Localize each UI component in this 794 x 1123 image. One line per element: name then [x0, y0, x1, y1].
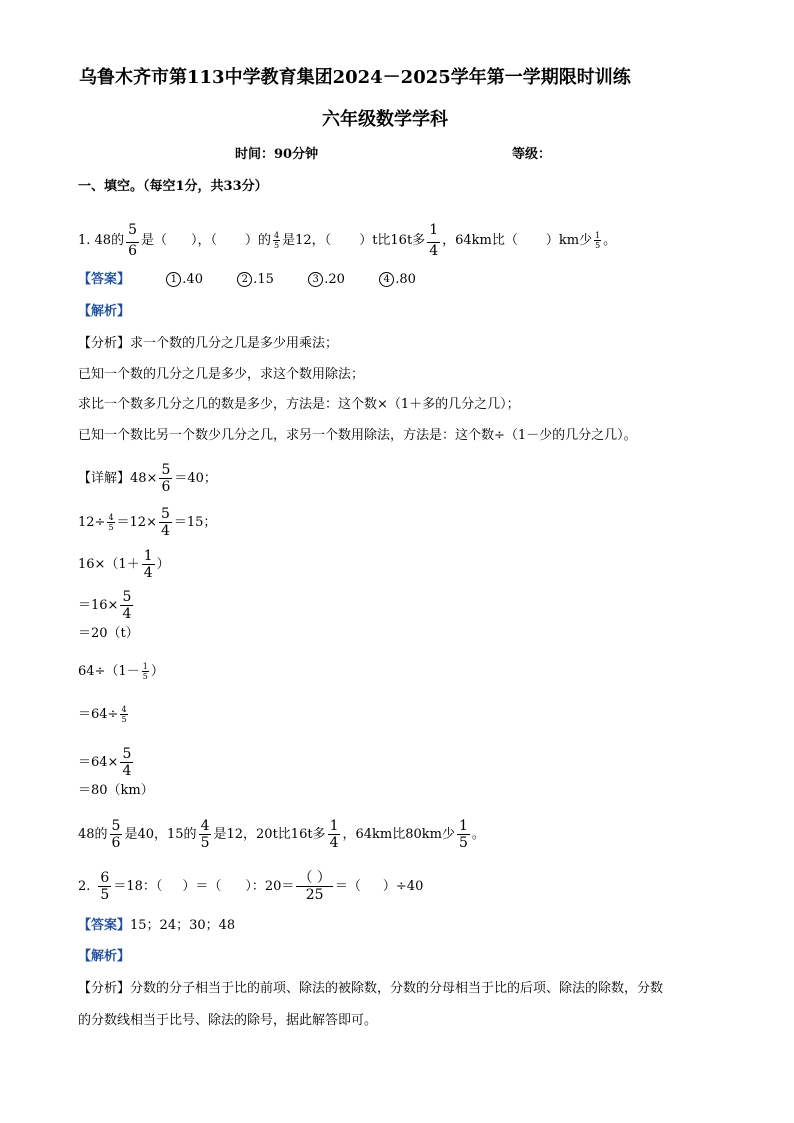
answer-item: 2 .15	[237, 272, 274, 287]
analysis-line: 的分数线相当于比号、除法的除号，据此解答即可。	[78, 1013, 378, 1028]
grade-label: 等级：	[512, 147, 552, 162]
answer-row-1	[78, 271, 416, 289]
page-title: 乌鲁木齐市第113中学教育集团2024－2025学年第一学期限时训练	[79, 67, 631, 88]
analysis-label: 【解析】	[78, 304, 131, 319]
question-2: 2. $\frac{6}{5}$ ＝18：（ ）＝（ ）：20＝ $\frac{( )}{25}$ ＝（ ）÷40	[78, 870, 424, 903]
fraction: $\frac{4}{5}$	[274, 231, 280, 250]
detail-line: ＝64÷ $\frac{4}{5}$	[78, 705, 127, 724]
fraction: $\frac{1}{4}$	[429, 222, 439, 259]
detail-line: ＝16× $\frac{5}{4}$	[78, 589, 132, 622]
answer-text: 15；24；30；48	[130, 918, 236, 933]
subject-title: 六年级数学学科	[322, 109, 448, 130]
detail-line: ＝80（km）	[78, 783, 154, 798]
detail-line: 16×（1＋ $\frac{1}{4}$ ）	[78, 548, 170, 581]
detail-summary: 48的 $\frac{5}{6}$ 是40，15的 $\frac{4}{5}$ 是12，20t比16t多 $\frac{1}{4}$ ，64km比80km少 $\frac{1}{5}$ 。	[78, 818, 485, 851]
detail-line: ＝20（t）	[78, 626, 139, 641]
analysis-line: 已知一个数的几分之几是多少，求这个数用除法；	[78, 367, 365, 382]
answer-label: 【答案】	[78, 918, 131, 933]
answer-row-2	[78, 917, 235, 935]
answer-label: 【答案】	[78, 272, 131, 287]
analysis-line: 已知一个数比另一个数少几分之几，求另一个数用除法，方法是：这个数÷（1－少的几分之几）。	[78, 428, 637, 443]
fraction: $\frac{5}{6}$	[128, 222, 137, 259]
analysis-line: 【分析】求一个数的几分之几是多少用乘法；	[78, 336, 339, 351]
detail-line: ＝64× $\frac{5}{4}$	[78, 746, 132, 779]
analysis-label: 【解析】	[78, 949, 131, 964]
question-1: 1. 48的 $\frac{5}{6}$ 是（ ），（ ）的 $\frac{4}{5}$ 是12，（ ）t比16t多 $\frac{1}{4}$ ，64km比（ ）km少 $\frac{1}{5}$ 。	[78, 222, 617, 259]
detail-line: 【详解】48× $\frac{5}{6}$ ＝40；	[78, 462, 217, 495]
analysis-line: 【分析】分数的分子相当于比的前项、除法的被除数，分数的分母相当于比的后项、除法的除数，分数	[78, 981, 664, 996]
section-heading: 一、填空。（每空1分，共33分）	[78, 179, 268, 194]
fraction: $\frac{1}{5}$	[595, 231, 601, 250]
analysis-line: 求比一个数多几分之几的数是多少，方法是：这个数×（1＋多的几分之几）；	[78, 397, 520, 412]
detail-line: 12÷ $\frac{4}{5}$ ＝12× $\frac{5}{4}$ ＝15；	[78, 506, 217, 539]
answer-item: 3 .20	[308, 272, 345, 287]
answer-item: 4 .80	[379, 272, 416, 287]
answer-item: 1 .40	[166, 272, 203, 287]
time-label: 时间：90分钟	[235, 147, 319, 162]
detail-line: 64÷（1－ $\frac{1}{5}$ ）	[78, 662, 164, 681]
